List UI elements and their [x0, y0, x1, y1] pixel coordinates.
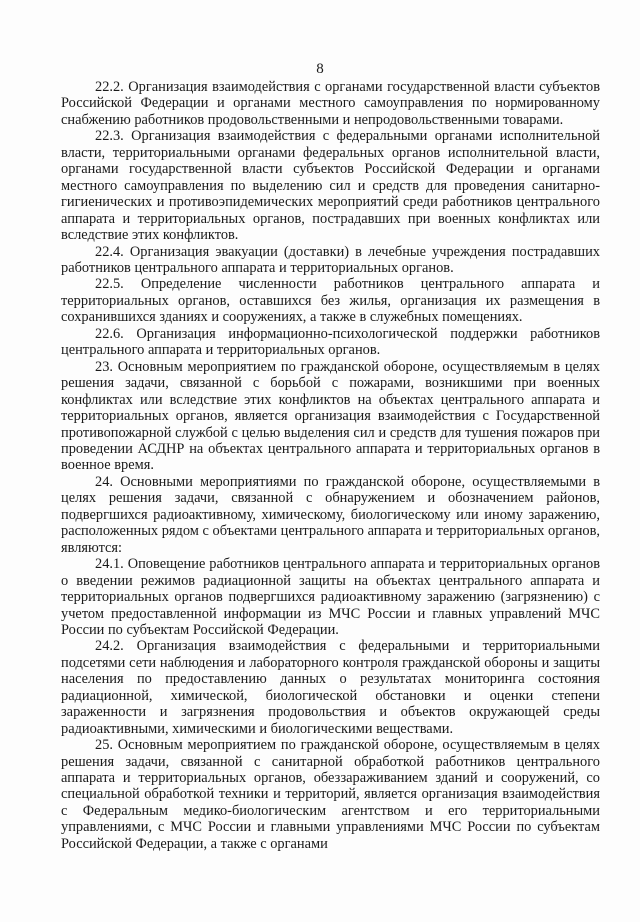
page-number: 8 — [316, 61, 324, 77]
paragraph-24: 24. Основными мероприятиями по гражданской обороне, осуществляемыми в целях решения задачи, связанной с обнаружением и обозначением районов, подвергшихся радиоактивному, химическому, биологическому или иному заражению, расположенных рядом с объектами центрального аппарата и территориальных органов, являются: — [61, 473, 600, 556]
document-body — [61, 79, 600, 852]
paragraph-22-5: 22.5. Определение численности работников центрального аппарата и территориальных органов, оставшихся без жилья, организация их размещения в сохранившихся зданиях и сооружениях, а также в служебных помещениях. — [61, 276, 600, 326]
paragraph-22-6: 22.6. Организация информационно-психологической поддержки работников центрального аппарата и территориальных органов. — [61, 325, 600, 359]
paragraph-22-4: 22.4. Организация эвакуации (доставки) в лечебные учреждения пострадавших работников центрального аппарата и территориальных органов. — [61, 243, 600, 276]
paragraph-23: 23. Основным мероприятием по гражданской обороне, осуществляемым в целях решения задачи, связанной с борьбой с пожарами, возникшими при военных конфликтах или вследствие этих конфликтов на объектах центрального аппарата и территориальных органов, является организация взаимодействия с Государственной противопожарной службой с целью выделения сил и средств для тушения пожаров при проведении АСДНР на объектах центрального аппарата и территориальных органов в военное время. — [61, 358, 600, 474]
paragraph-25: 25. Основным мероприятием по гражданской обороне, осуществляемым в целях решения задачи, связанной с санитарной обработкой работников центрального аппарата и территориальных органов, обеззараживанием зданий и сооружений, со специальной обработкой техники и территорий, является организация взаимодействия с Федеральным медико-биологическим агентством и его территориальными управлениями, с МЧС России и главными управлениями МЧС России по субъектам Российской Федерации, а также с органами — [61, 737, 600, 852]
paragraph-24-1: 24.1. Оповещение работников центрального аппарата и территориальных органов о введении режимов радиационной защиты на объектах центрального аппарата и территориальных органов подвергшихся радиоактивному заражению (загрязнению) с учетом предоставленной информации из МЧС России и главных управлений МЧС России по субъектам Российской Федерации. — [61, 556, 600, 638]
paragraph-22-3: 22.3. Организация взаимодействия с федеральными органами исполнительной власти, территориальными органами федеральных органов исполнительной власти, органами государственной власти субъектов Российской Федерации и органами местного самоуправления по выделению сил и средств для проведения санитарно-гигиенических и противоэпидемических мероприятий среди работников центрального аппарата и территориальных органов, пострадавших при военных конфликтах или вследствие этих конфликтов. — [61, 128, 600, 244]
paragraph-24-2: 24.2. Организация взаимодействия с федеральными и территориальными подсетями сети наблюдения и лабораторного контроля гражданской обороны и защиты населения по предоставлению данных о результатах мониторинга состояния радиационной, химической, биологической обстановки и оценки степени зараженности и загрязнения продовольствия и объектов окружающей среды радиоактивными, химическими и биологическими веществами. — [61, 638, 600, 737]
paragraph-22-2: 22.2. Организация взаимодействия с органами государственной власти субъектов Российской Федерации и органами местного самоуправления по нормированному снабжению работников продовольственными и непродовольственными товарами. — [61, 79, 600, 128]
